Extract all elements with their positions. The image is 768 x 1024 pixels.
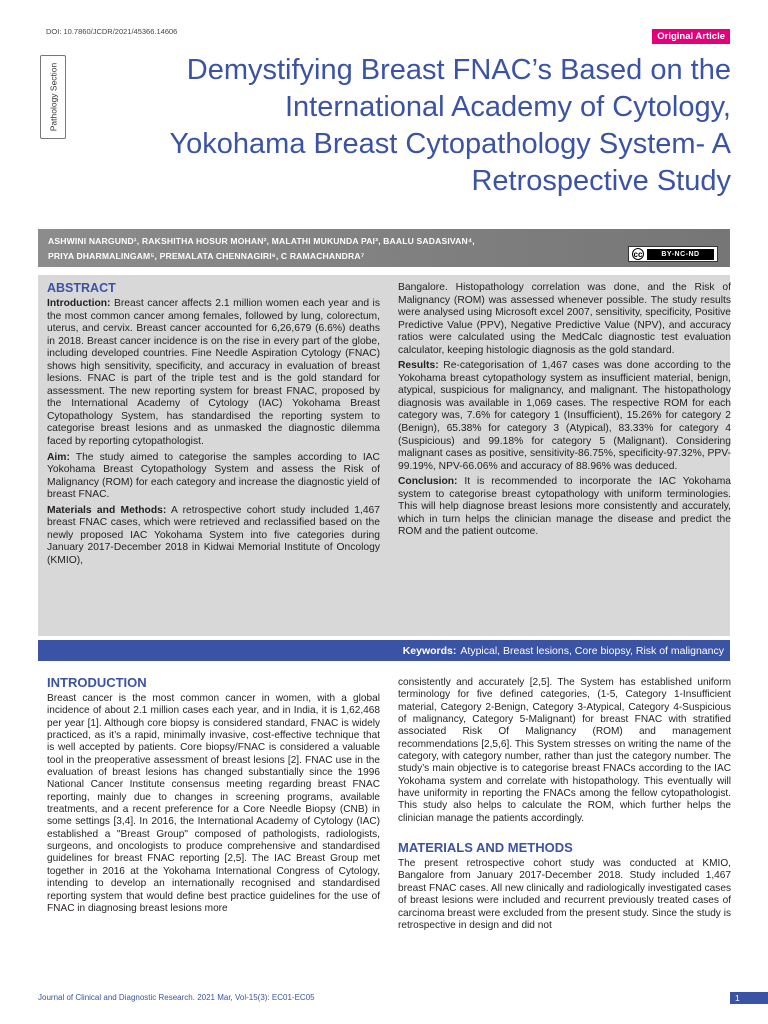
methods-label: Materials and Methods:	[47, 504, 167, 516]
keywords-bar	[38, 640, 730, 661]
abstract-methods-cont: Bangalore. Histopathology correlation was done, and the Risk of Malignancy (ROM) was assessed whenever possible. The study results were analysed using Microsoft excel 2007, sensitivity, specificity, Positive Predictive Value (PPV), Negative Predictive Value (NPV), and accuracy ratios were calculated using the MedCalc diagnostic test evaluation calculator, keeping histologic diagnosis as the gold standard.	[398, 282, 731, 356]
conclusion-text: It is recommended to incorporate the IAC Yokohama system to categorise breast cytopathology with uniform terminologies. This will help diagnose breast lesions more consistently and accurately, which in turn helps the clinician manage the disease and predict the ROM and the patient outcome.	[398, 476, 731, 538]
abstract-column-right	[398, 282, 731, 542]
intro-label: Introduction:	[47, 298, 111, 309]
aim-label: Aim:	[47, 451, 70, 463]
author-list	[48, 234, 538, 264]
keywords-label: Keywords:	[402, 644, 457, 657]
keywords-text: Atypical, Breast lesions, Core biopsy, Risk of malignancy	[460, 644, 724, 657]
abstract-methods	[47, 505, 380, 568]
article-title: Demystifying Breast FNAC’s Based on the International Academy of Cytology, Yokohama Breast Cytopathology System- A Retrospective Study	[169, 54, 731, 197]
section-tab	[40, 55, 66, 139]
abstract-introduction	[47, 298, 380, 449]
intro-text: Breast cancer affects 2.1 million women each year and is the most common cancer among females, followed by lung, colorectum, uterus, and cervix. Breast cancer accounted for 6,26,679 (6.6%) deaths in 2018. Breast cancer incidence is on the rise in every part of the globe, including developed countries. Fine Needle Aspiration Cytology (FNAC) shows high sensitivity, specificity, and accuracy in evaluation of breast lesions. FNAC is part of the triple test and is the gold standard for assessment. The new reporting system for breast FNAC, proposed by the International Academy of Cytology (IAC) Yokohama Breast Cytopathology System, has standardised the reporting system to categorise breast lesions and as unmasked the diagnostic dilemma faced by reporting cytopathologist.	[47, 298, 380, 448]
introduction-paragraph-cont: consistently and accurately [2,5]. The System has established uniform terminology for five defined categories, (1-5, Category 1-Insufficient material, Category 2-Benign, Category 3-Atypical, Category 4-Suspicious of malignancy, Category 5-Malignant) for breast FNAC with stratified associated Risk Of Malignancy (ROM) and management recommendations [2,5,6]. This System stresses on writing the name of the category, with category number, rather than just the category number. The study’s main objective is to categorise breast FNACs according to the IAC Yokohama system and correlate with histopathology. This eventually will have uniformity in reporting the FNACs among the fellow cytopathologist. This study also helps to calculate the ROM, which further helps the clinician manage the patients accordingly.	[398, 677, 731, 824]
abstract-heading: ABSTRACT	[47, 281, 116, 295]
conclusion-label: Conclusion:	[398, 476, 458, 488]
author-line-2: PRIYA DHARMALINGAM⁵, PREMALATA CHENNAGIRI⁶, C RAMACHANDRA⁷	[48, 251, 365, 261]
introduction-paragraph: Breast cancer is the most common cancer in women, with a global incidence of about 2.1 million cases each year, and in India, it is 1,62,468 per year [1]. Although core biopsy is considered standard, FNAC is widely practiced, as it’s a rapid, minimally invasive, cost-effective technique that is well accepted by patients. Core biopsy/FNAC is considered a valuable tool in the preoperative assessment of breast lesions [2]. FNAC use in the evaluation of breast lesions has changed substantially since the 1996 National Cancer Institute consensus meeting regarding breast FNAC reporting, mainly due to changes in screening programs, available treatments, and a recent preference for a Core Needle Biopsy (CNB) in some settings [3,4]. In 2016, the International Academy of Cytology (IAC) established a "Breast Group" composed of pathologists, radiologists, surgeons, and oncologists to produce comprehensive and standardised guidelines for breast FNAC reporting [2,5]. The IAC Breast Group met together in 2016 at the Yokohama International Congress of Cytology, intending to develop an internationally recognised and standardised reporting system that would define best practice guidelines for the use of FNAC in diagnosing breast lesions more	[47, 693, 380, 914]
introduction-heading: INTRODUCTION	[47, 675, 147, 690]
abstract-column-left	[47, 281, 380, 570]
abstract-results	[398, 360, 731, 473]
abstract-conclusion	[398, 476, 731, 539]
methods-paragraph: The present retrospective cohort study was conducted at KMIO, Bangalore from January 2017-December 2018. Study included 1,467 breast FNAC cases. All new clinically and radiologically investigated cases of breast lesions were included and recurrent previously treated cases of carcinoma breast were excluded from the present study. Since the study is retrospective in design and did not	[398, 858, 731, 931]
doi-text: DOI: 10.7860/JCDR/2021/45366.14606	[46, 27, 178, 36]
body-column-right	[398, 677, 731, 935]
results-label: Results:	[398, 360, 439, 372]
page-number: 1	[730, 992, 768, 1004]
journal-footer: Journal of Clinical and Diagnostic Research. 2021 Mar, Vol-15(3): EC01-EC05	[38, 993, 315, 1002]
methods-heading: MATERIALS AND METHODS	[398, 840, 573, 856]
creative-commons-icon: cc	[633, 249, 643, 259]
section-label: Pathology Section	[48, 62, 58, 132]
methods-text-a: A retrospective cohort study included 1,467 breast FNAC cases, which were retrieved and reclassified based on the newly proposed IAC Yokohama System into five categories during January 2017-December 2018 in Kidwai Memorial Institute of Oncology (KMIO),	[47, 504, 380, 566]
article-type-badge: Original Article	[652, 29, 730, 44]
results-text: Re-categorisation of 1,467 cases was done according to the Yokohama breast cytopathology system as insufficient material, benign, atypical, suspicious for malignancy, and malignant. The histopathology diagnosis was available in 1,069 cases. The respective ROM for each category was, 7.6% for category 1 (Insufficient), 15.26% for category 2 (Benign), 65.38% for category 3 (Atypical), 83.33% for category 4 (Suspicious) and 99.18% for category 5 (Malignant). Considering malignant cases as positive, sensitivity-86.75%, specificity-97.32%, PPV-99.19%, NPV-66.06% and accuracy of 88.96% was deduced.	[398, 360, 731, 472]
license-badge[interactable]	[628, 246, 718, 262]
aim-text: The study aimed to categorise the samples according to IAC Yokohama Breast Cytopathology System and assess the Risk of Malignancy (ROM) for each category and increase the diagnostic yield of breast FNAC.	[47, 451, 380, 501]
license-text: BY-NC-ND	[647, 249, 714, 260]
author-line-1: ASHWINI NARGUND¹, RAKSHITHA HOSUR MOHAN², MALATHI MUKUNDA PAI³, BAALU SADASIVAN⁴,	[48, 236, 475, 246]
body-column-left	[47, 675, 380, 918]
abstract-aim	[47, 452, 380, 502]
